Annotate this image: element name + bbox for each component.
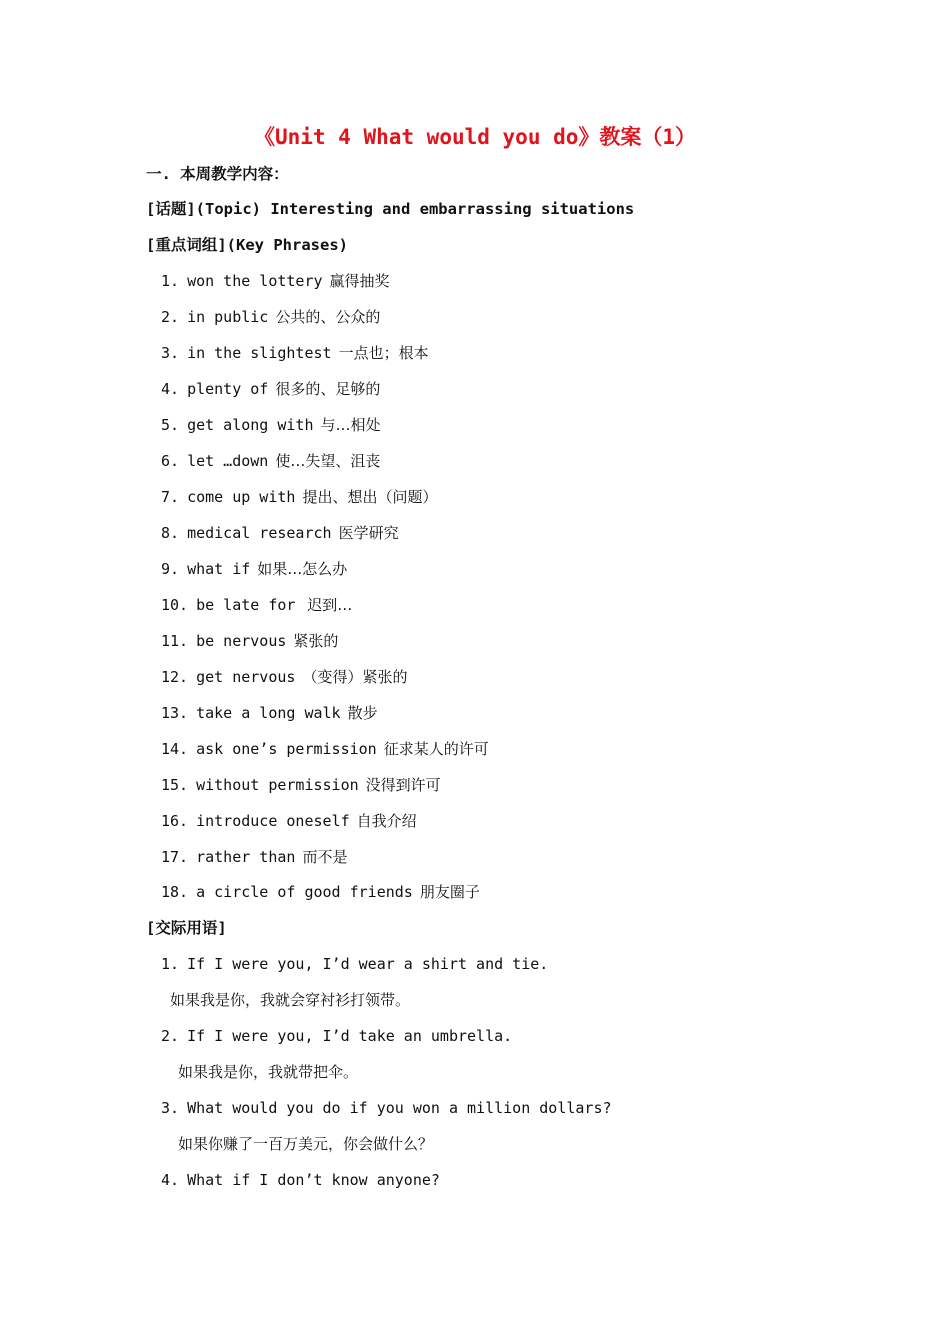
phrase-english: introduce oneself bbox=[196, 812, 350, 830]
item-number: 8. bbox=[161, 524, 180, 542]
expression-item bbox=[161, 1169, 440, 1191]
phrase-item bbox=[161, 522, 399, 544]
item-number: 9. bbox=[161, 560, 180, 578]
phrase-english: what if bbox=[187, 560, 251, 578]
item-number: 6. bbox=[161, 452, 180, 470]
phrase-item bbox=[161, 378, 380, 400]
phrase-chinese: 迟到… bbox=[302, 596, 353, 614]
key-phrases-heading: [重点词组](Key Phrases) bbox=[146, 236, 348, 254]
item-number: 10. bbox=[161, 596, 189, 614]
phrase-chinese: 如果…怎么办 bbox=[257, 560, 348, 578]
phrase-chinese: 提出、想出（问题） bbox=[302, 488, 438, 506]
document-title: 《Unit 4 What would you do》教案（1） bbox=[253, 125, 697, 149]
item-number: 17. bbox=[161, 848, 189, 866]
phrase-english: ask one’s permission bbox=[196, 740, 377, 758]
item-number: 15. bbox=[161, 776, 189, 794]
phrase-chinese: 赢得抽奖 bbox=[329, 272, 390, 290]
phrase-chinese: 一点也；根本 bbox=[338, 344, 429, 362]
phrase-chinese: 没得到许可 bbox=[365, 776, 441, 794]
phrase-item bbox=[161, 594, 352, 616]
phrase-chinese: 自我介绍 bbox=[356, 812, 417, 830]
communication-heading: [交际用语] bbox=[146, 919, 227, 937]
item-number: 5. bbox=[161, 416, 180, 434]
phrase-english: a circle of good friends bbox=[196, 883, 413, 901]
expression-item bbox=[161, 1097, 612, 1119]
expression-translation: 如果我是你，我就带把伞。 bbox=[178, 1063, 359, 1081]
item-number: 7. bbox=[161, 488, 180, 506]
item-number: 14. bbox=[161, 740, 189, 758]
phrase-item bbox=[161, 306, 380, 328]
phrase-chinese: 而不是 bbox=[302, 848, 348, 866]
item-number: 3. bbox=[161, 1099, 180, 1117]
phrase-english: be nervous bbox=[196, 632, 287, 650]
phrase-english: medical research bbox=[187, 524, 332, 542]
expression-english: What if I don’t know anyone? bbox=[187, 1171, 440, 1189]
phrase-english: in public bbox=[187, 308, 269, 326]
expression-english: If I were you, I’d take an umbrella. bbox=[187, 1027, 513, 1045]
item-number: 2. bbox=[161, 1027, 180, 1045]
phrase-english: without permission bbox=[196, 776, 359, 794]
phrase-chinese: 散步 bbox=[347, 704, 378, 722]
phrase-item bbox=[161, 881, 480, 903]
item-number: 16. bbox=[161, 812, 189, 830]
phrase-item bbox=[161, 738, 489, 760]
section-heading: 一. 本周教学内容： bbox=[146, 165, 289, 183]
phrase-english: get along with bbox=[187, 416, 314, 434]
phrase-english: take a long walk bbox=[196, 704, 341, 722]
phrase-english: get nervous bbox=[196, 668, 296, 686]
item-number: 1. bbox=[161, 955, 180, 973]
expression-english: What would you do if you won a million dollars? bbox=[187, 1099, 612, 1117]
phrase-chinese: 征求某人的许可 bbox=[383, 740, 489, 758]
phrase-item bbox=[161, 666, 407, 688]
phrase-chinese: （变得）紧张的 bbox=[302, 668, 408, 686]
phrase-chinese: 与…相处 bbox=[320, 416, 381, 434]
phrase-item bbox=[161, 270, 390, 292]
phrase-chinese: 紧张的 bbox=[293, 632, 339, 650]
phrase-item bbox=[161, 450, 380, 472]
phrase-item bbox=[161, 774, 441, 796]
item-number: 3. bbox=[161, 344, 180, 362]
phrase-item bbox=[161, 630, 338, 652]
topic-line: [话题](Topic) Interesting and embarrassing situations bbox=[146, 200, 635, 218]
phrase-item bbox=[161, 810, 417, 832]
expression-translation: 如果我是你，我就会穿衬衫打领带。 bbox=[170, 991, 411, 1009]
item-number: 11. bbox=[161, 632, 189, 650]
phrase-english: plenty of bbox=[187, 380, 269, 398]
expression-item bbox=[161, 953, 548, 975]
expression-translation: 如果你赚了一百万美元，你会做什么？ bbox=[178, 1135, 434, 1153]
phrase-chinese: 医学研究 bbox=[338, 524, 399, 542]
phrase-item bbox=[161, 558, 347, 580]
phrase-item bbox=[161, 342, 429, 364]
expression-english: If I were you, I’d wear a shirt and tie. bbox=[187, 955, 549, 973]
phrase-english: come up with bbox=[187, 488, 296, 506]
phrase-chinese: 公共的、公众的 bbox=[275, 308, 381, 326]
phrase-chinese: 使…失望、沮丧 bbox=[275, 452, 381, 470]
item-number: 1. bbox=[161, 272, 180, 290]
item-number: 13. bbox=[161, 704, 189, 722]
item-number: 12. bbox=[161, 668, 189, 686]
phrase-item bbox=[161, 702, 378, 724]
expression-item bbox=[161, 1025, 512, 1047]
phrase-english: let …down bbox=[187, 452, 269, 470]
item-number: 4. bbox=[161, 380, 180, 398]
phrase-english: be late for bbox=[196, 596, 296, 614]
phrase-english: in the slightest bbox=[187, 344, 332, 362]
item-number: 2. bbox=[161, 308, 180, 326]
phrase-english: rather than bbox=[196, 848, 296, 866]
item-number: 4. bbox=[161, 1171, 180, 1189]
phrase-english: won the lottery bbox=[187, 272, 323, 290]
item-number: 18. bbox=[161, 883, 189, 901]
phrase-item bbox=[161, 846, 347, 868]
phrase-item bbox=[161, 486, 437, 508]
phrase-item bbox=[161, 414, 381, 436]
phrase-chinese: 很多的、足够的 bbox=[275, 380, 381, 398]
phrase-chinese: 朋友圈子 bbox=[419, 883, 480, 901]
